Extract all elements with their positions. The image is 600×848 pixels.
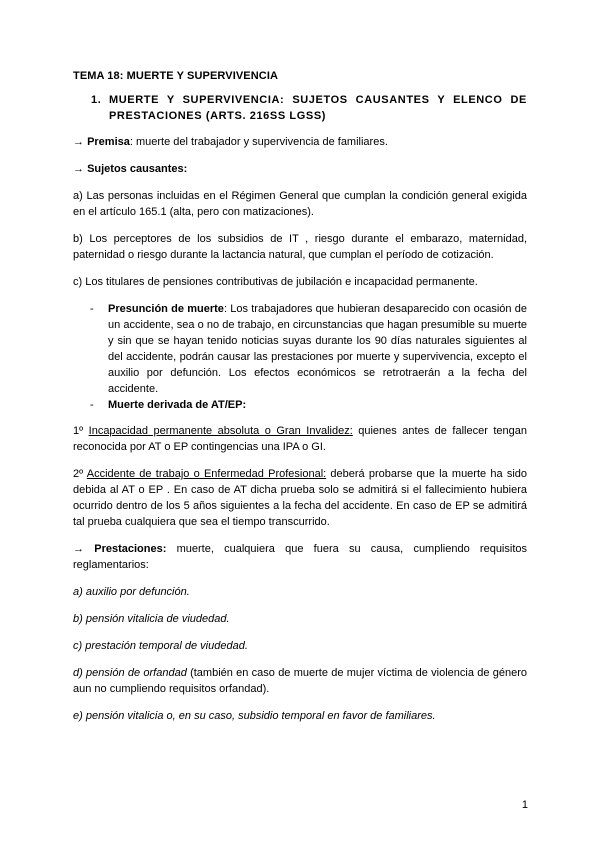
paragraph-a: a) Las personas incluidas en el Régimen General que cumplan la condición general exigida en el artículo 165.1 (alta, pero con matizaciones). [73,190,527,218]
list-item [73,397,527,413]
ordinal: 1º [73,425,84,437]
bullet-label: Muerte derivada de AT/EP: [108,399,247,411]
dash-bullet: - [90,399,94,411]
paragraph-c: c) Los titulares de pensiones contributivas de jubilación e incapacidad permanente. [73,276,478,288]
second-paragraph [73,466,527,530]
bullet-text: : Los trabajadores que hubieran desaparecido con ocasión de un accidente, sea o no de trabajo, en circunstancias que hagan presumible su muerte y sin que se hayan tenido noticias suyas durante los 90 días naturales siguientes al del accidente, podrán causar las prestaciones por muerte y supervivencia, excepto el auxilio por defunción. Los efectos económicos se retrotraerán a la fecha del accidente. [108,303,527,395]
arrow-icon: → [73,136,84,148]
ordinal: 2º [73,468,84,480]
item-d [73,665,527,697]
first-paragraph [73,423,527,455]
item-a: a) auxilio por defunción. [73,586,190,598]
bullet-label: Presunción de muerte [108,303,224,315]
premisa-label: Premisa [87,136,130,148]
item-d-text: (también en caso de muerte de mujer víctima de violencia de género aun no cumpliendo requisitos orfandad). [73,667,527,695]
section-title: MUERTE Y SUPERVIVENCIA: SUJETOS CAUSANTES Y ELENCO DE PRESTACIONES (ARTS. 216SS LGSS) [109,94,527,122]
bullet-list [73,301,527,413]
paragraph-text: deberá probarse que la muerte ha sido debida al AT o EP . En caso de AT dicha prueba solo se admitirá si el fallecimiento hubiera ocurrido dentro de los 5 años siguientes a la fecha del accidente. En caso de EP se admitirá tal prueba cualquiera que sea el tiempo transcurrido. [73,468,528,528]
bullet-body [108,301,527,397]
premisa-text: : muerte del trabajador y supervivencia de familiares. [129,136,388,148]
dash-bullet: - [90,303,94,315]
arrow-icon: → [73,543,84,555]
item-d-label: d) pensión de orfandad [73,667,187,679]
prestaciones-paragraph [73,541,527,573]
arrow-icon: → [73,163,84,175]
document-title: TEMA 18: MUERTE Y SUPERVIVENCIA [73,70,279,82]
premisa-paragraph [73,134,527,150]
page-number: 1 [521,799,528,811]
document-page [73,68,527,735]
prestaciones-label: Prestaciones: [94,543,167,555]
underlined-term: Accidente de trabajo o Enfermedad Profesional: [86,468,327,480]
bullet-body [108,397,527,413]
paragraph-b: b) Los perceptores de los subsidios de IT , riesgo durante el embarazo, maternidad, paternidad o riesgo durante la lactancia natural, que cumplan el período de cotización. [73,233,527,261]
paragraph-text: quienes antes de fallecer tengan reconocida por AT o EP contingencias una IPA o GI. [73,425,528,453]
underlined-term: Incapacidad permanente absoluta o Gran Invalidez: [88,425,353,437]
section-heading [73,92,527,124]
item-e: e) pensión vitalicia o, en su caso, subsidio temporal en favor de familiares. [73,710,436,722]
prestaciones-text: muerte, cualquiera que fuera su causa, cumpliendo requisitos reglamentarios: [73,543,527,571]
item-c: c) prestación temporal de viudedad. [73,640,248,652]
section-number: 1. [91,94,102,106]
sujetos-heading [73,161,527,177]
list-item [73,301,527,397]
item-b: b) pensión vitalicia de viudedad. [73,613,230,625]
sujetos-label: Sujetos causantes: [87,163,188,175]
